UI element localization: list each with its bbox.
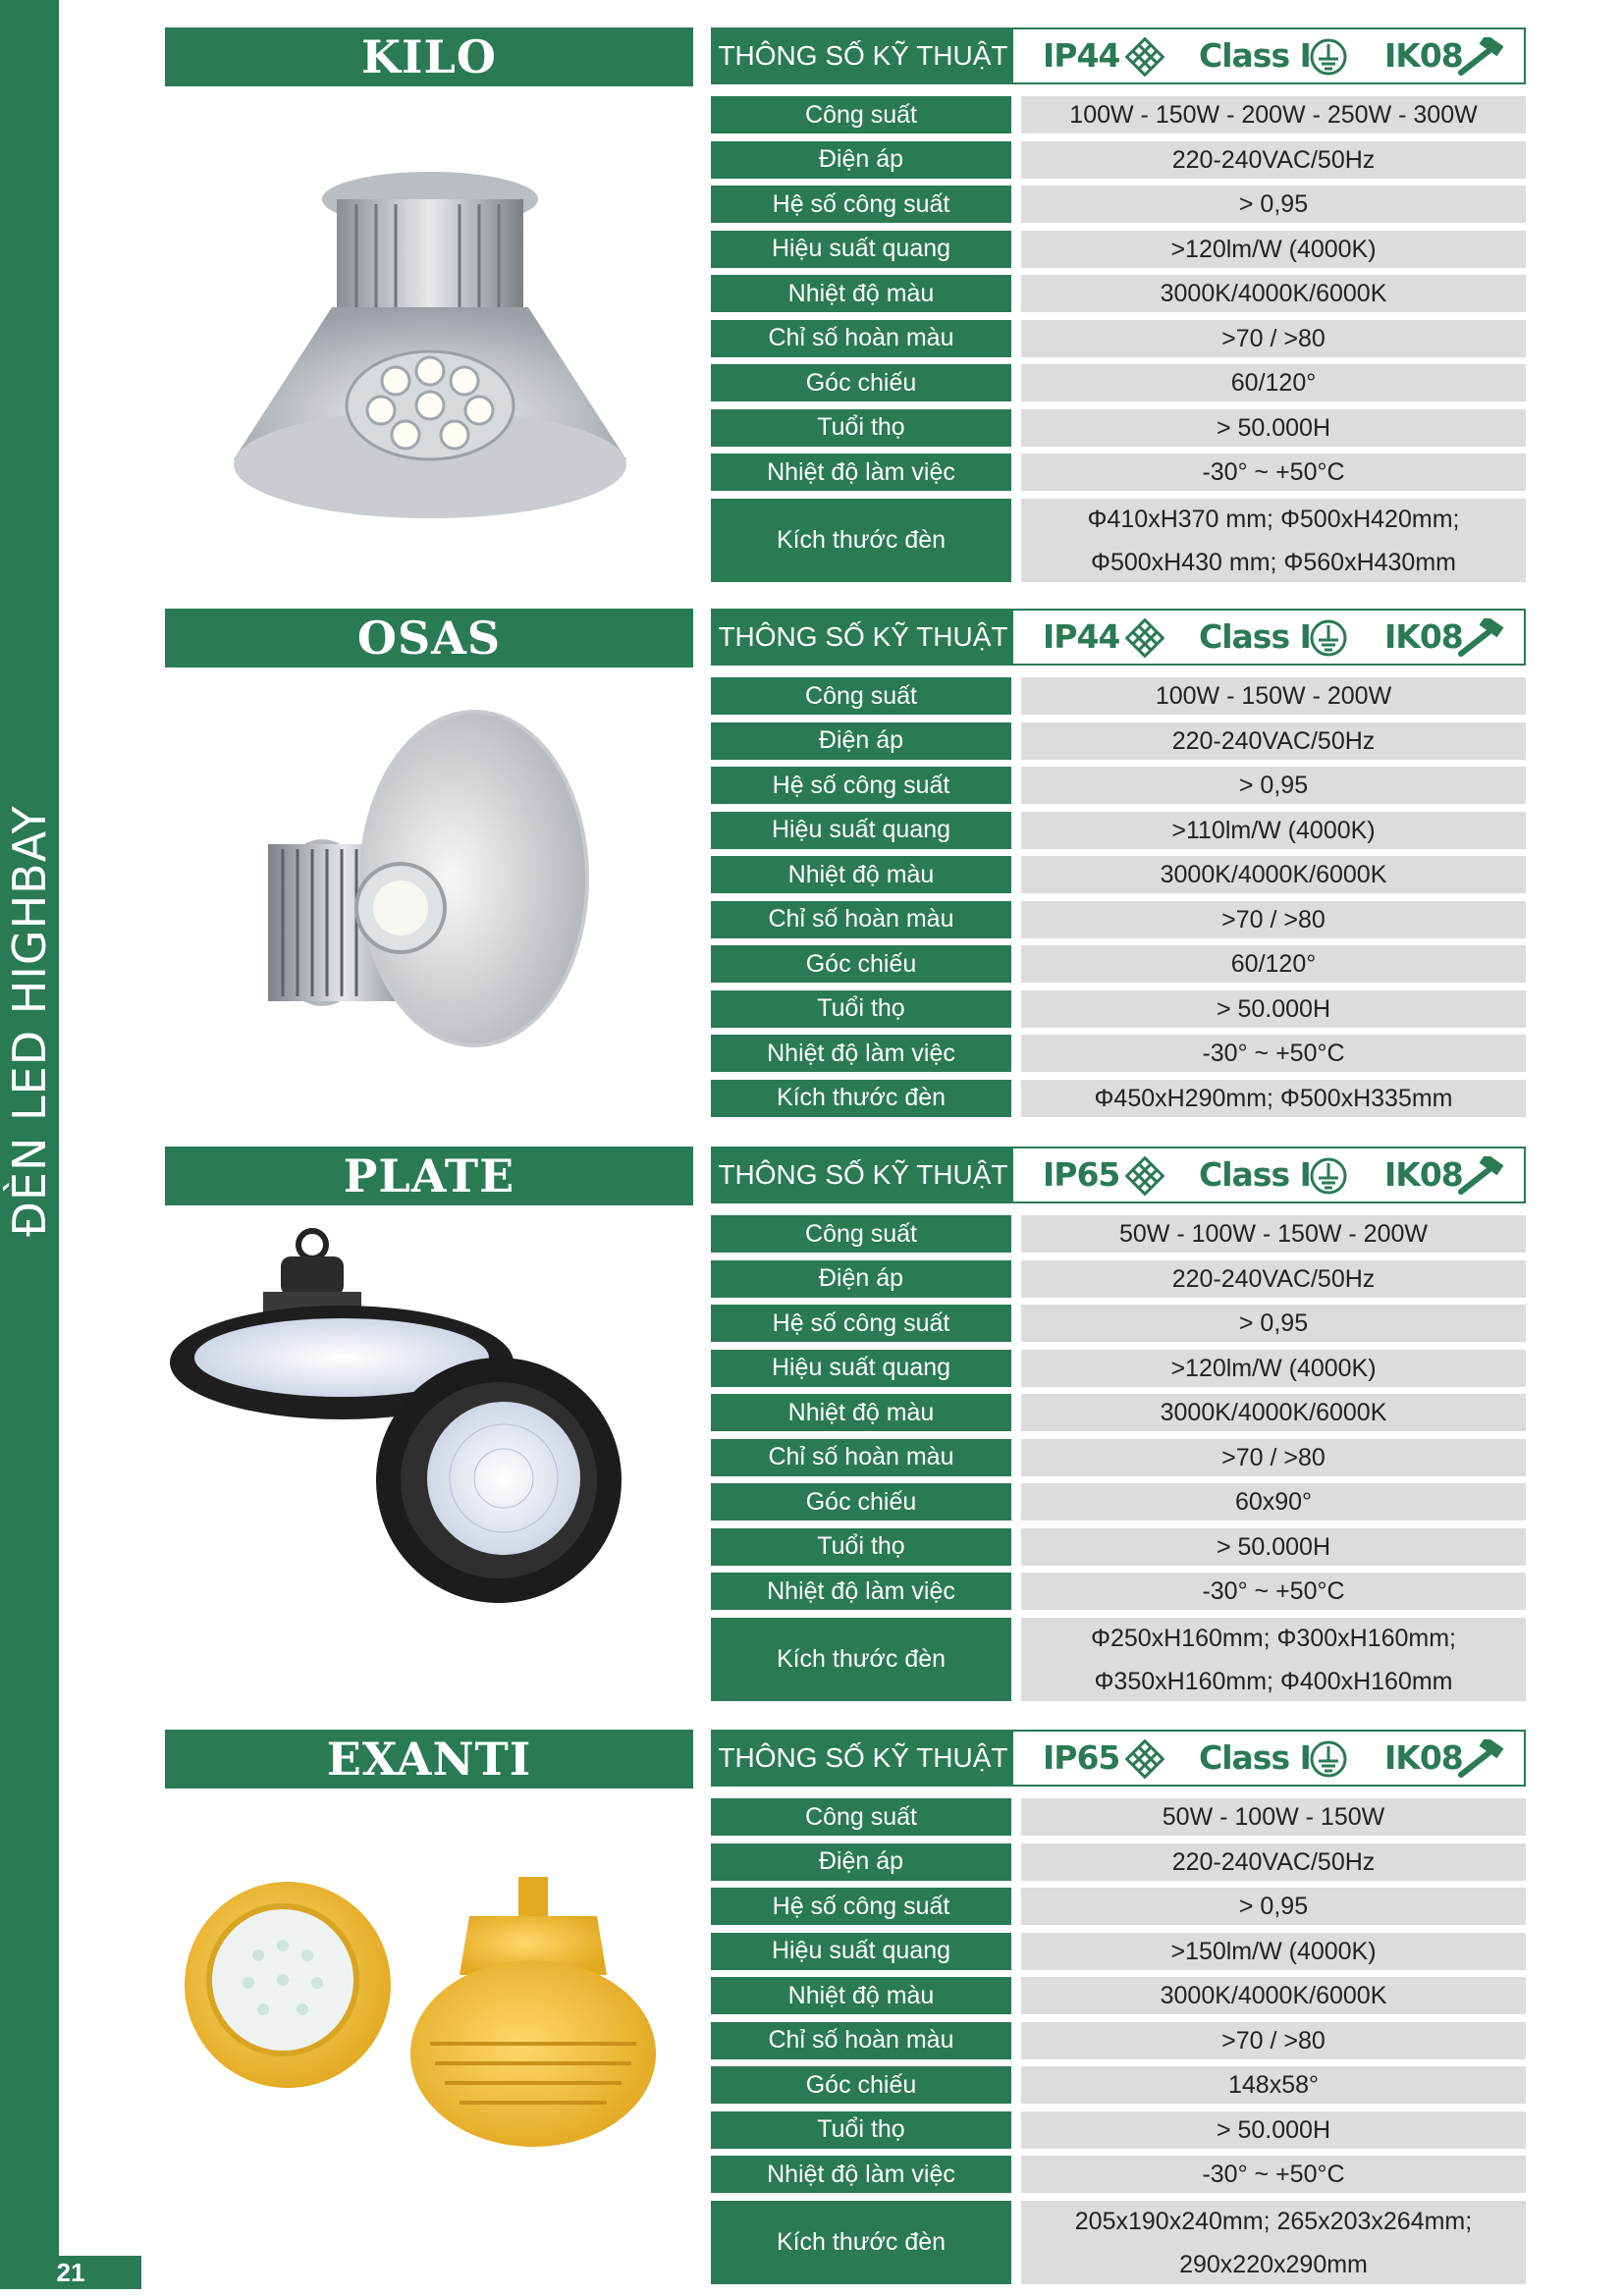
class-rating <box>1199 611 1311 664</box>
product-name: EXANTI <box>165 1730 693 1789</box>
spec-label: Hệ số công suất <box>711 767 1011 804</box>
spec-label: Hệ số công suất <box>711 186 1011 223</box>
spec-label: Góc chiếu <box>711 2066 1011 2104</box>
spec-label: Chỉ số hoàn màu <box>711 1439 1011 1476</box>
exanti-lamp-image <box>165 1808 693 2220</box>
kilo-highbay-lamp-photo-icon <box>165 106 693 567</box>
spec-value: > 50.000H <box>1021 409 1526 447</box>
spec-label: Góc chiếu <box>711 945 1011 983</box>
ground-symbol-icon <box>1309 618 1348 658</box>
spec-label: Nhiệt độ màu <box>711 1394 1011 1431</box>
spec-value: 220-240VAC/50Hz <box>1021 141 1526 179</box>
spec-value: >70 / >80 <box>1021 901 1526 938</box>
sidebar-title: ĐÈN LED HIGHBAY <box>3 805 56 1237</box>
spec-row <box>711 1573 1526 1610</box>
ip-rating-text: IP44 <box>1043 36 1120 75</box>
hammer-icon <box>1455 1739 1506 1779</box>
spec-label: Kích thước đèn <box>711 1080 1011 1117</box>
spec-value: >120lm/W (4000K) <box>1021 231 1526 268</box>
spec-row <box>711 1305 1526 1342</box>
product-name: PLATE <box>165 1147 693 1205</box>
osas-highbay-lamp-photo-icon <box>165 687 693 1119</box>
spec-header <box>711 1730 1526 1787</box>
class-rating <box>1199 1148 1311 1201</box>
hammer-icon <box>1455 618 1506 658</box>
spec-row <box>711 1350 1526 1387</box>
spec-value: Φ410xH370 mm; Φ500xH420mm; Φ500xH430 mm; Φ560xH430mm <box>1021 499 1526 582</box>
spec-value: -30° ~ +50°C <box>1021 1035 1526 1072</box>
spec-label: Góc chiếu <box>711 364 1011 401</box>
diamond-grid-icon <box>1125 1156 1164 1196</box>
spec-label: Chỉ số hoàn màu <box>711 2022 1011 2059</box>
spec-value: 60/120° <box>1021 364 1526 401</box>
spec-value: 100W - 150W - 200W <box>1021 677 1526 715</box>
ip-rating <box>1043 1148 1119 1201</box>
spec-label: Góc chiếu <box>711 1483 1011 1521</box>
spec-row <box>711 275 1526 312</box>
ip-rating <box>1043 29 1119 82</box>
ik-rating <box>1384 611 1463 664</box>
spec-label: Kích thước đèn <box>711 2201 1011 2284</box>
spec-value: > 50.000H <box>1021 1528 1526 1566</box>
spec-row <box>711 1933 1526 1970</box>
spec-label: Công suất <box>711 1215 1011 1253</box>
ground-symbol-icon <box>1309 1739 1348 1779</box>
spec-header-label: THÔNG SỐ KỸ THUẬT <box>713 1148 1013 1201</box>
spec-row <box>711 186 1526 223</box>
spec-row <box>711 409 1526 447</box>
spec-value: > 50.000H <box>1021 990 1526 1028</box>
spec-value: 60x90° <box>1021 1483 1526 1521</box>
spec-value: 3000K/4000K/6000K <box>1021 856 1526 893</box>
spec-row <box>711 2066 1526 2104</box>
spec-label: Nhiệt độ làm việc <box>711 454 1011 491</box>
spec-value: > 0,95 <box>1021 1888 1526 1925</box>
spec-label: Hệ số công suất <box>711 1888 1011 1925</box>
spec-row <box>711 1528 1526 1566</box>
product-name: OSAS <box>165 609 693 667</box>
spec-row <box>711 1888 1526 1925</box>
spec-label: Điện áp <box>711 1843 1011 1881</box>
product-name: KILO <box>165 27 693 86</box>
spec-header-label: THÔNG SỐ KỸ THUẬT <box>713 611 1013 664</box>
spec-value: Φ250xH160mm; Φ300xH160mm; Φ350xH160mm; Φ400xH160mm <box>1021 1618 1526 1701</box>
spec-row <box>711 767 1526 804</box>
plate-ufo-highbay-lamp-photo-icon <box>165 1225 693 1657</box>
spec-value: >70 / >80 <box>1021 320 1526 357</box>
spec-label: Hiệu suất quang <box>711 1350 1011 1387</box>
spec-row <box>711 1843 1526 1881</box>
spec-label: Hiệu suất quang <box>711 812 1011 849</box>
class-rating <box>1199 1732 1311 1785</box>
spec-label: Tuổi thọ <box>711 2111 1011 2149</box>
spec-value: 220-240VAC/50Hz <box>1021 722 1526 760</box>
hammer-icon <box>1455 37 1506 77</box>
kilo-lamp-image <box>165 106 693 567</box>
spec-header <box>711 609 1526 666</box>
spec-row <box>711 1483 1526 1521</box>
spec-label: Tuổi thọ <box>711 409 1011 447</box>
spec-row <box>711 2156 1526 2193</box>
ip-rating-text: IP65 <box>1043 1155 1120 1194</box>
spec-value: >120lm/W (4000K) <box>1021 1350 1526 1387</box>
class-rating-text: Class I <box>1199 617 1311 656</box>
spec-row <box>711 1394 1526 1431</box>
spec-value: 3000K/4000K/6000K <box>1021 1977 1526 2014</box>
ground-symbol-icon <box>1309 37 1348 77</box>
spec-label: Tuổi thọ <box>711 1528 1011 1566</box>
spec-row <box>711 945 1526 983</box>
spec-row <box>711 320 1526 357</box>
osas-lamp-image <box>165 687 693 1119</box>
spec-row <box>711 1618 1526 1701</box>
spec-value: >150lm/W (4000K) <box>1021 1933 1526 1970</box>
spec-value: 60/120° <box>1021 945 1526 983</box>
spec-value: 3000K/4000K/6000K <box>1021 1394 1526 1431</box>
ik-rating <box>1384 1148 1463 1201</box>
spec-value: -30° ~ +50°C <box>1021 1573 1526 1610</box>
spec-row <box>711 1215 1526 1253</box>
spec-value: >110lm/W (4000K) <box>1021 812 1526 849</box>
spec-label: Hiệu suất quang <box>711 1933 1011 1970</box>
spec-value: > 50.000H <box>1021 2111 1526 2149</box>
diamond-grid-icon <box>1125 618 1164 658</box>
spec-row <box>711 2111 1526 2149</box>
spec-row <box>711 1798 1526 1836</box>
ik-rating <box>1384 29 1463 82</box>
spec-label: Kích thước đèn <box>711 499 1011 582</box>
spec-value: -30° ~ +50°C <box>1021 2156 1526 2193</box>
spec-value: 220-240VAC/50Hz <box>1021 1260 1526 1298</box>
spec-value: 100W - 150W - 200W - 250W - 300W <box>1021 96 1526 133</box>
ik-rating-text: IK08 <box>1384 617 1463 656</box>
sidebar <box>0 0 59 2256</box>
spec-row <box>711 1439 1526 1476</box>
spec-value: 148x58° <box>1021 2066 1526 2104</box>
spec-header-label: THÔNG SỐ KỸ THUẬT <box>713 29 1013 82</box>
spec-value: > 0,95 <box>1021 186 1526 223</box>
spec-label: Nhiệt độ màu <box>711 275 1011 312</box>
ip-rating <box>1043 611 1119 664</box>
spec-value: 3000K/4000K/6000K <box>1021 275 1526 312</box>
ground-symbol-icon <box>1309 1156 1348 1196</box>
ik-rating-text: IK08 <box>1384 1155 1463 1194</box>
spec-row <box>711 856 1526 893</box>
spec-row <box>711 812 1526 849</box>
class-rating-text: Class I <box>1199 1155 1311 1194</box>
spec-header <box>711 27 1526 84</box>
spec-row <box>711 901 1526 938</box>
spec-value: -30° ~ +50°C <box>1021 454 1526 491</box>
spec-value: >70 / >80 <box>1021 1439 1526 1476</box>
spec-label: Kích thước đèn <box>711 1618 1011 1701</box>
spec-label: Nhiệt độ màu <box>711 856 1011 893</box>
spec-label: Tuổi thọ <box>711 990 1011 1028</box>
spec-row <box>711 1035 1526 1072</box>
spec-label: Công suất <box>711 96 1011 133</box>
spec-row <box>711 454 1526 491</box>
spec-row <box>711 1260 1526 1298</box>
spec-row <box>711 96 1526 133</box>
spec-label: Điện áp <box>711 1260 1011 1298</box>
spec-value: > 0,95 <box>1021 767 1526 804</box>
ik-rating-text: IK08 <box>1384 1738 1463 1777</box>
page-number: 21 <box>0 2256 141 2289</box>
spec-row <box>711 2022 1526 2059</box>
class-rating <box>1199 29 1311 82</box>
spec-value: 50W - 100W - 150W - 200W <box>1021 1215 1526 1253</box>
spec-row <box>711 364 1526 401</box>
ip-rating-text: IP44 <box>1043 617 1120 656</box>
spec-row <box>711 2201 1526 2284</box>
spec-label: Điện áp <box>711 141 1011 179</box>
spec-value: Φ450xH290mm; Φ500xH335mm <box>1021 1080 1526 1117</box>
ik-rating <box>1384 1732 1463 1785</box>
diamond-grid-icon <box>1125 1739 1164 1779</box>
spec-label: Nhiệt độ làm việc <box>711 2156 1011 2193</box>
spec-label: Hệ số công suất <box>711 1305 1011 1342</box>
spec-row <box>711 141 1526 179</box>
class-rating-text: Class I <box>1199 36 1311 75</box>
spec-value: > 0,95 <box>1021 1305 1526 1342</box>
spec-row <box>711 231 1526 268</box>
spec-row <box>711 499 1526 582</box>
exanti-explosion-proof-lamp-photo-icon <box>165 1808 693 2220</box>
spec-row <box>711 722 1526 760</box>
spec-row <box>711 990 1526 1028</box>
ip-rating-text: IP65 <box>1043 1738 1120 1777</box>
spec-value: 220-240VAC/50Hz <box>1021 1843 1526 1881</box>
spec-label: Nhiệt độ màu <box>711 1977 1011 2014</box>
spec-label: Hiệu suất quang <box>711 231 1011 268</box>
spec-row <box>711 677 1526 715</box>
ip-rating <box>1043 1732 1119 1785</box>
spec-label: Nhiệt độ làm việc <box>711 1573 1011 1610</box>
spec-label: Công suất <box>711 677 1011 715</box>
spec-header <box>711 1147 1526 1203</box>
spec-value: >70 / >80 <box>1021 2022 1526 2059</box>
spec-label: Chỉ số hoàn màu <box>711 901 1011 938</box>
spec-label: Chỉ số hoàn màu <box>711 320 1011 357</box>
spec-row <box>711 1977 1526 2014</box>
ik-rating-text: IK08 <box>1384 36 1463 75</box>
spec-label: Nhiệt độ làm việc <box>711 1035 1011 1072</box>
spec-row <box>711 1080 1526 1117</box>
spec-label: Công suất <box>711 1798 1011 1836</box>
spec-value: 50W - 100W - 150W <box>1021 1798 1526 1836</box>
spec-header-label: THÔNG SỐ KỸ THUẬT <box>713 1732 1013 1785</box>
hammer-icon <box>1455 1156 1506 1196</box>
spec-label: Điện áp <box>711 722 1011 760</box>
plate-lamp-image <box>165 1225 693 1657</box>
class-rating-text: Class I <box>1199 1738 1311 1777</box>
spec-value: 205x190x240mm; 265x203x264mm; 290x220x290mm <box>1021 2201 1526 2284</box>
diamond-grid-icon <box>1125 37 1164 77</box>
